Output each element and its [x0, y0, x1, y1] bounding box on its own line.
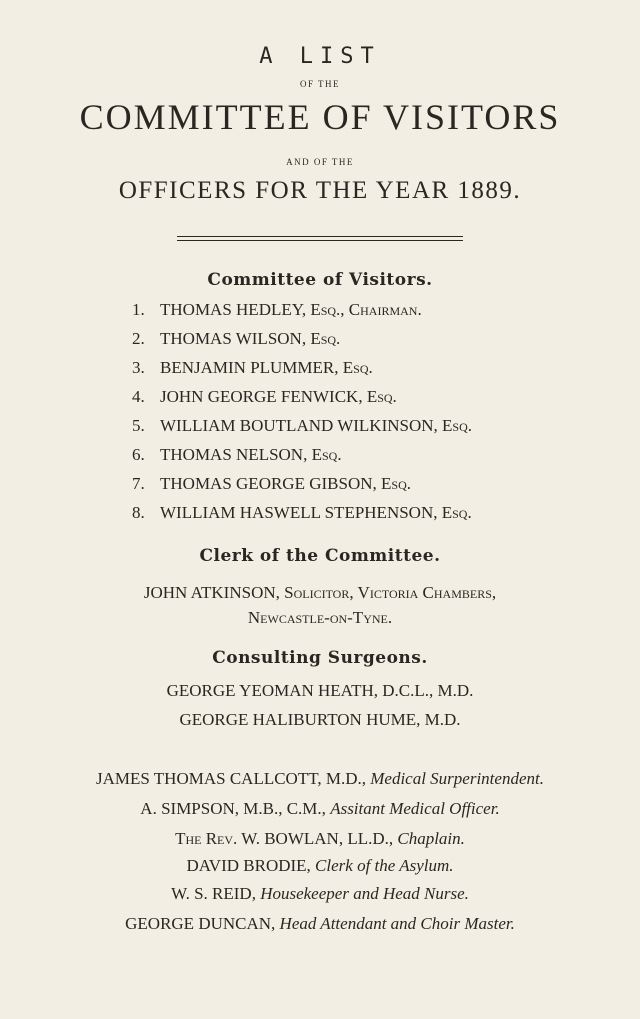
committee-heading: Committee of Visitors.: [207, 270, 433, 290]
committee-member: 4. JOHN GEORGE FENWICK, Esq.: [132, 387, 397, 406]
clerk-line-2: Newcastle-on-Tyne.: [247, 608, 393, 627]
committee-member: 5. WILLIAM BOUTLAND WILKINSON, Esq.: [132, 416, 473, 435]
of-the-subtitle: OF THE: [299, 79, 341, 89]
committee-member: 3. BENJAMIN PLUMMER, Esq.: [132, 358, 373, 377]
clerk-line-1: JOHN ATKINSON, Solicitor, Victoria Chambers,: [143, 583, 497, 602]
surgeons-heading: Consulting Surgeons.: [212, 648, 428, 668]
committee-member: 7. THOMAS GEORGE GIBSON, Esq.: [132, 474, 411, 493]
clerk-heading: Clerk of the Committee.: [199, 546, 441, 566]
officer-line: JAMES THOMAS CALLCOTT, M.D., Medical Surperintendent.: [96, 769, 544, 788]
committee-member: 8. WILLIAM HASWELL STEPHENSON, Esq.: [132, 503, 472, 522]
committee-member: 2. THOMAS WILSON, Esq.: [132, 329, 341, 348]
committee-member: 1. THOMAS HEDLEY, Esq., Chairman.: [132, 300, 422, 319]
committee-title: COMMITTEE OF VISITORS: [79, 97, 561, 137]
list-title: A LIST: [259, 44, 381, 69]
officer-line: A. SIMPSON, M.B., C.M., Assitant Medical Officer.: [140, 799, 500, 818]
committee-member: 6. THOMAS NELSON, Esq.: [132, 445, 342, 464]
divider-rule-top: [177, 236, 463, 237]
divider-rule-bottom: [177, 240, 463, 241]
officer-line: GEORGE DUNCAN, Head Attendant and Choir Master.: [125, 914, 515, 933]
officer-line: W. S. REID, Housekeeper and Head Nurse.: [171, 884, 469, 903]
surgeon-line: GEORGE YEOMAN HEATH, D.C.L., M.D.: [166, 681, 474, 700]
and-of-the-subtitle: AND OF THE: [286, 157, 354, 167]
officer-line: The Rev. W. BOWLAN, LL.D., Chaplain.: [175, 829, 465, 848]
surgeon-line: GEORGE HALIBURTON HUME, M.D.: [179, 710, 461, 729]
committee-list: [132, 300, 472, 532]
officers-title: OFFICERS FOR THE YEAR 1889.: [118, 177, 522, 204]
officer-line: DAVID BRODIE, Clerk of the Asylum.: [186, 856, 454, 875]
